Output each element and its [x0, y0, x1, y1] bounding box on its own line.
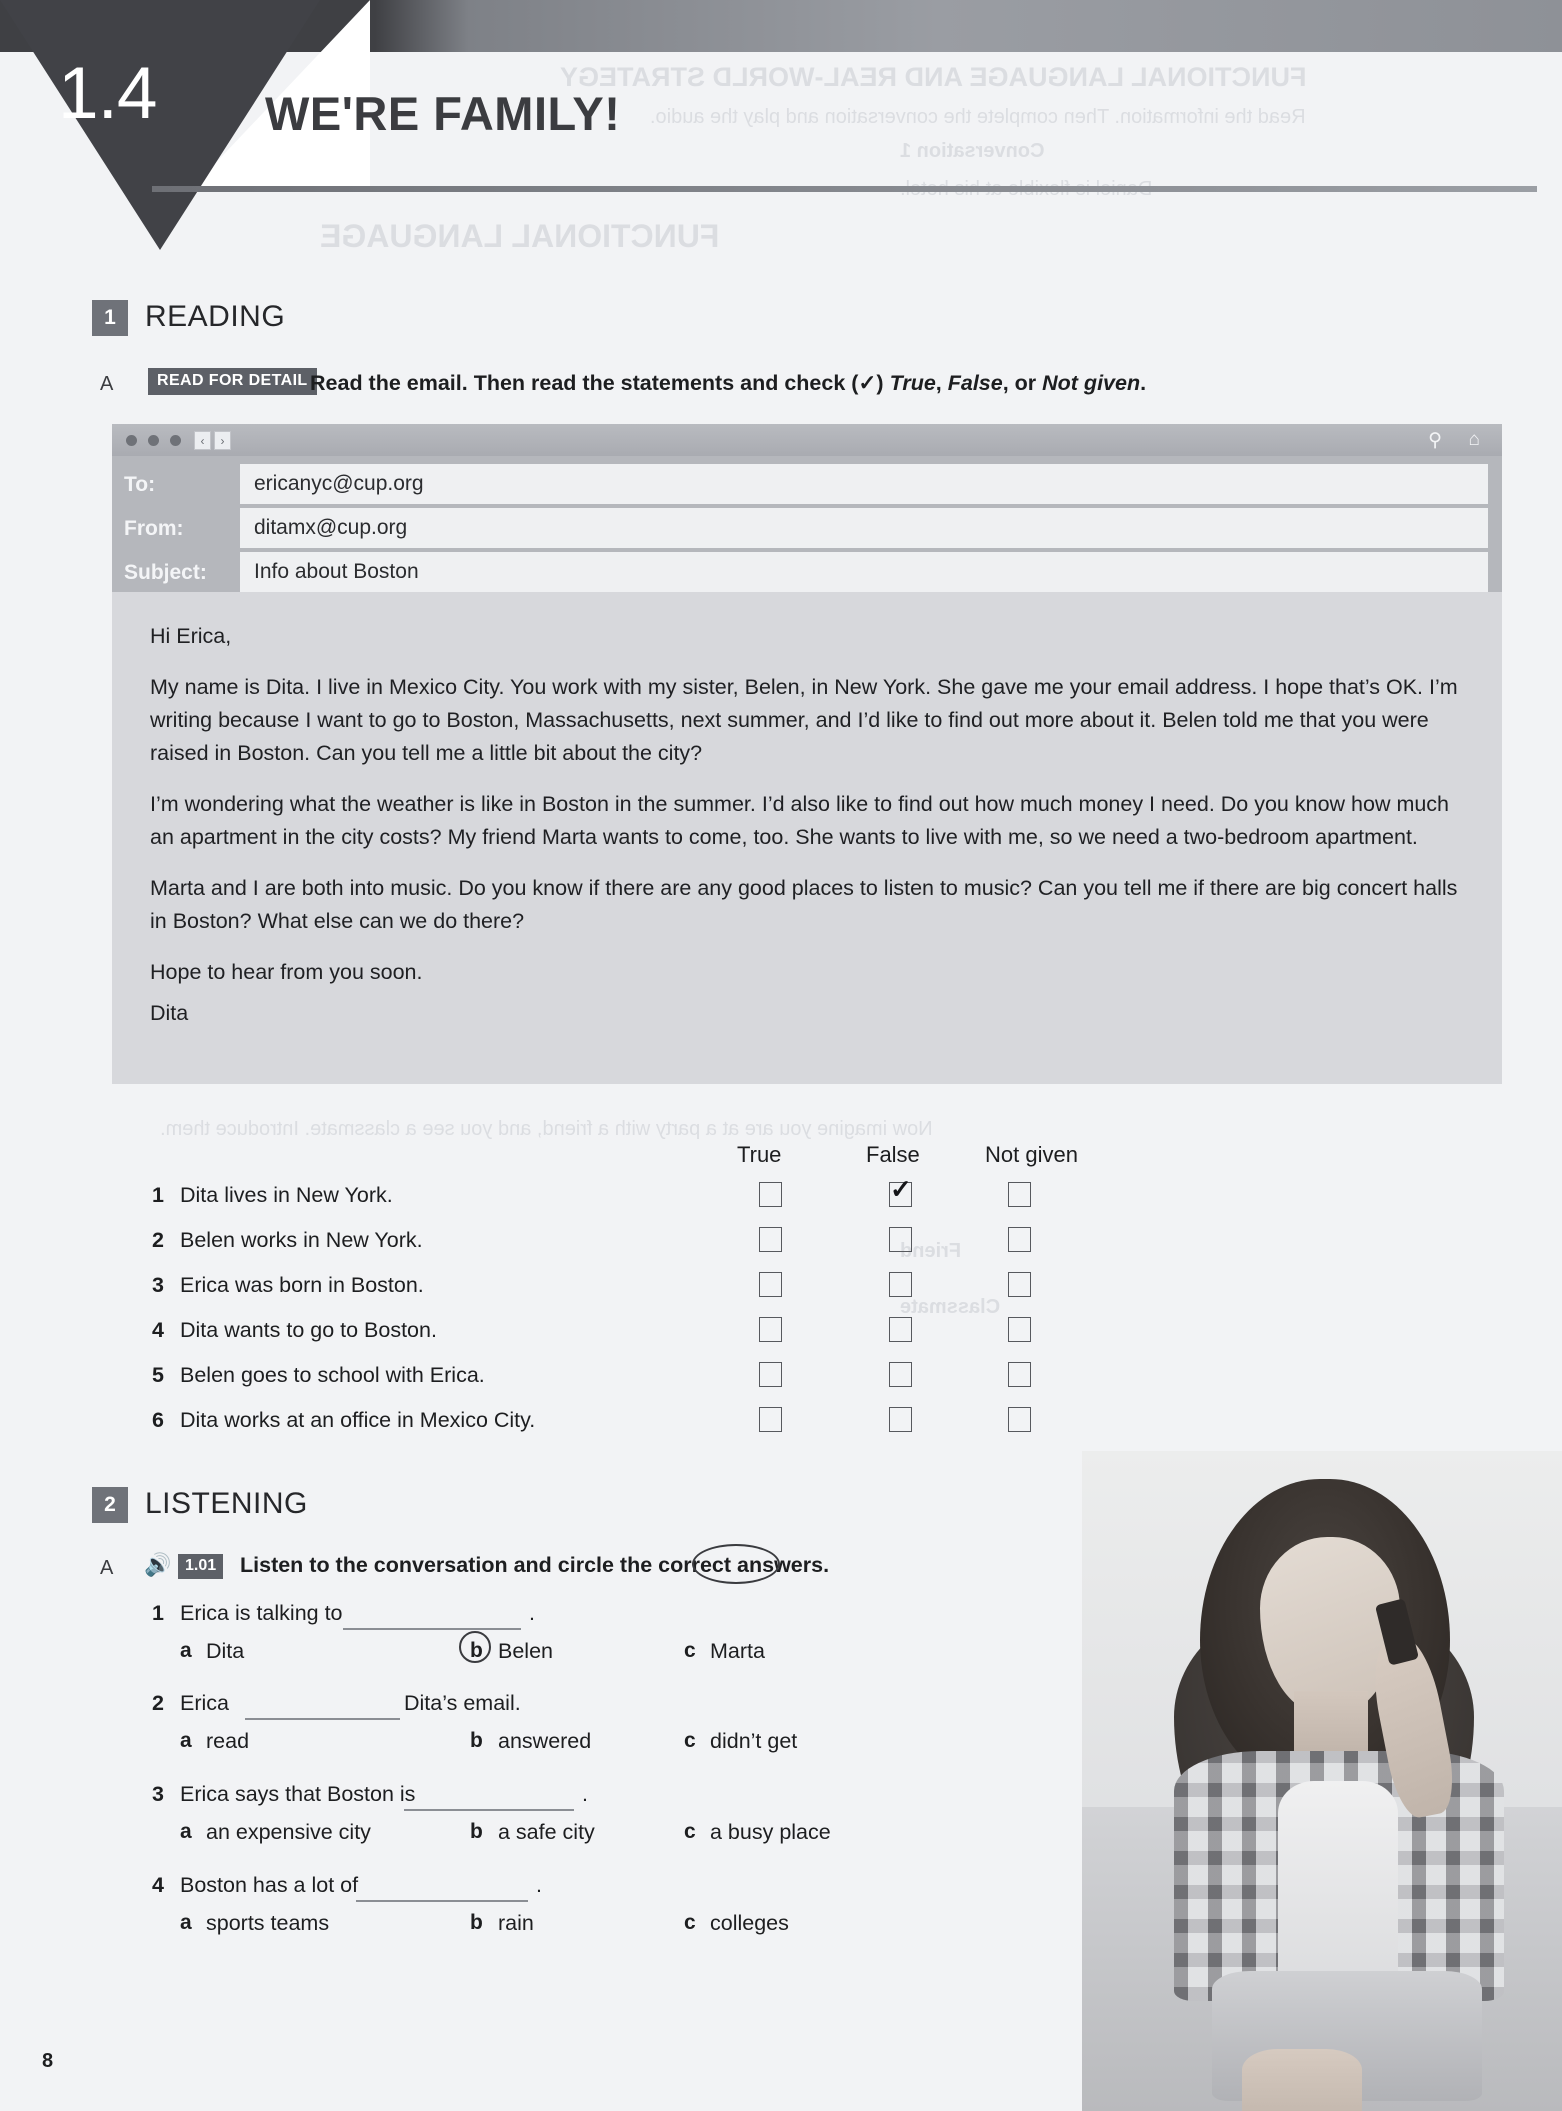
checkbox-2-false[interactable] [889, 1227, 912, 1252]
option-text-4c[interactable]: colleges [710, 1911, 789, 1935]
ghost-text-3: Conversation 1 [900, 140, 1045, 162]
question-stem-3-before: Erica says that Boston is [180, 1782, 416, 1806]
statement-text-2: Belen works in New York. [180, 1228, 423, 1252]
option-text-4b[interactable]: rain [498, 1911, 534, 1935]
section-title-listening: LISTENING [145, 1487, 308, 1520]
column-header-notgiven: Not given [985, 1142, 1078, 1167]
listening-instruction-b: the correct answers. [613, 1553, 830, 1577]
question-number-3: 3 [152, 1782, 164, 1806]
section-title-reading: READING [145, 300, 286, 333]
table-row: 6 [152, 1408, 164, 1432]
checkbox-4-false[interactable] [889, 1317, 912, 1342]
question-stem-1-after: . [529, 1601, 535, 1625]
checkbox-6-notgiven[interactable] [1008, 1407, 1031, 1432]
ghost-text-2: Read the information. Then complete the conversation and play the audio. [650, 106, 1306, 128]
option-text-3a[interactable]: an expensive city [206, 1820, 371, 1844]
ghost-text-8: Classmate [900, 1296, 1001, 1318]
reading-instruction-true: True [889, 371, 936, 395]
email-field-to-label: To: [124, 473, 156, 496]
section-badge-listening: 2 [92, 1487, 128, 1523]
statement-text-4: Dita wants to go to Boston. [180, 1318, 437, 1342]
statement-text-5: Belen goes to school with Erica. [180, 1363, 485, 1387]
answer-blank-3[interactable] [404, 1809, 574, 1811]
question-stem-1-before: Erica is talking to [180, 1601, 343, 1625]
reading-instruction-notgiven: Not given [1042, 371, 1141, 395]
checkbox-1-notgiven[interactable] [1008, 1182, 1031, 1207]
forward-icon[interactable]: › [214, 431, 231, 450]
column-header-false: False [866, 1142, 920, 1167]
home-icon[interactable]: ⌂ [1468, 429, 1480, 450]
option-text-1a[interactable]: Dita [206, 1639, 245, 1663]
email-paragraph-4: Hope to hear from you soon. [150, 960, 423, 984]
question-number-2: 2 [152, 1691, 164, 1715]
question-stem-4-before: Boston has a lot of [180, 1873, 359, 1897]
search-icon[interactable]: ⚲ [1428, 430, 1442, 451]
speaker-icon[interactable]: 🔊 [144, 1552, 172, 1577]
email-paragraph-2: I’m wondering what the weather is like in Boston in the summer. I’d also like to find out how much money I need. Do you know how much an apartment in the city costs? My friend Marta wants to come, too. She wants to live with me, so we need a two-bedroom apartment. [150, 792, 1450, 849]
option-letter-1c[interactable]: c [684, 1639, 696, 1662]
title-rule [152, 186, 1537, 192]
listening-instruction-a: Listen to the conversation and [240, 1553, 558, 1577]
page-number: 8 [42, 2050, 54, 2072]
column-header-true: True [737, 1142, 782, 1167]
option-text-4a[interactable]: sports teams [206, 1911, 330, 1935]
option-text-3b[interactable]: a safe city [498, 1820, 595, 1844]
checkbox-3-true[interactable] [759, 1272, 782, 1297]
photo-leg [1242, 2049, 1362, 2111]
checkbox-4-notgiven[interactable] [1008, 1317, 1031, 1342]
email-paragraph-3: Marta and I are both into music. Do you know if there are any good places to listen to music? Can you tell me if there are big concert halls in Boston? What else can we do there? [150, 876, 1458, 933]
option-text-3c[interactable]: a busy place [710, 1820, 831, 1844]
reading-instruction-sep1: , [935, 371, 948, 395]
ghost-text-6: Now imagine you are at a party with a friend, and you see a classmate. Introduce them. [160, 1118, 933, 1140]
question-stem-2-after: Dita’s email. [404, 1691, 521, 1715]
reading-instruction-part1: Read the email. Then read the statements and check (✓) [310, 371, 890, 395]
option-letter-3a[interactable]: a [180, 1820, 192, 1843]
checkbox-2-notgiven[interactable] [1008, 1227, 1031, 1252]
email-body [112, 592, 1502, 1084]
statement-text-3: Erica was born in Boston. [180, 1273, 424, 1297]
option-letter-4a[interactable]: a [180, 1911, 192, 1934]
checkbox-2-true[interactable] [759, 1227, 782, 1252]
email-field-from-label: From: [124, 517, 184, 540]
email-paragraph-1: My name is Dita. I live in Mexico City. You work with my sister, Belen, in New York. She gave me your email address. I hope that’s OK. I’m writing because I want to go to Boston, Massachusetts, next summer, and I’d like to find out more about it. Belen told me that you were raised in Boston. Can you tell me a little bit about the city? [150, 675, 1458, 765]
checkbox-6-false[interactable] [889, 1407, 912, 1432]
table-row: 2 [152, 1228, 164, 1252]
circle-annotation-instruction [692, 1544, 780, 1584]
window-dot-maximize[interactable] [170, 435, 181, 446]
exercise-letter-listening-a: A [100, 1557, 114, 1579]
reading-instruction-false: False [947, 371, 1003, 395]
checkbox-3-false[interactable] [889, 1272, 912, 1297]
option-text-1c[interactable]: Marta [710, 1639, 765, 1663]
checkmark-1-false: ✓ [890, 1174, 912, 1204]
checkbox-5-true[interactable] [759, 1362, 782, 1387]
option-text-1b[interactable]: Belen [498, 1639, 553, 1663]
listening-instruction-circled: circle [557, 1553, 614, 1577]
option-text-2a[interactable]: read [206, 1729, 250, 1753]
email-field-from [112, 508, 1502, 548]
question-stem-4-after: . [536, 1873, 542, 1897]
reading-instruction [310, 371, 1146, 396]
section-badge-reading: 1 [92, 300, 128, 336]
unit-number: 1.4 [58, 53, 157, 134]
option-letter-1b[interactable]: b [470, 1639, 483, 1662]
email-field-subject-label: Subject: [124, 561, 207, 584]
email-field-from-value[interactable]: ditamx@cup.org [240, 508, 1488, 548]
statement-text-6: Dita works at an office in Mexico City. [180, 1408, 536, 1432]
option-letter-3b[interactable]: b [470, 1820, 483, 1843]
question-number-4: 4 [152, 1873, 164, 1897]
option-text-2b[interactable]: answered [498, 1729, 592, 1753]
email-field-subject-value[interactable]: Info about Boston [240, 552, 1488, 592]
option-text-2c[interactable]: didn’t get [710, 1729, 798, 1753]
answer-blank-1[interactable] [343, 1628, 521, 1630]
back-icon[interactable]: ‹ [194, 431, 211, 450]
option-letter-2b[interactable]: b [470, 1729, 483, 1752]
window-dot-close[interactable] [126, 435, 137, 446]
email-field-to [112, 464, 1502, 504]
checkbox-1-true[interactable] [759, 1182, 782, 1207]
circle-annotation-1b [459, 1631, 491, 1663]
email-header-fields [112, 456, 1502, 592]
option-letter-2a[interactable]: a [180, 1729, 192, 1752]
email-signature: Dita [150, 1001, 189, 1025]
answer-blank-2[interactable] [245, 1718, 400, 1720]
table-row: 1 [152, 1183, 164, 1207]
ghost-text-7: Friend [900, 1240, 962, 1262]
ghost-text-5: FUNCTIONAL LANGUAGE [320, 218, 720, 254]
option-letter-4c[interactable]: c [684, 1911, 696, 1934]
checkbox-3-notgiven[interactable] [1008, 1272, 1031, 1297]
table-row: 4 [152, 1318, 164, 1342]
checkbox-5-false[interactable] [889, 1362, 912, 1387]
statement-text-1: Dita lives in New York. [180, 1183, 393, 1207]
window-dot-minimize[interactable] [148, 435, 159, 446]
email-window [112, 424, 1502, 1084]
option-letter-4b[interactable]: b [470, 1911, 483, 1934]
checkbox-4-true[interactable] [759, 1317, 782, 1342]
table-row: 5 [152, 1363, 164, 1387]
email-field-to-value[interactable]: ericanyc@cup.org [240, 464, 1488, 504]
answer-blank-4[interactable] [356, 1900, 528, 1902]
email-greeting: Hi Erica, [150, 624, 232, 648]
exercise-letter-reading-a: A [100, 373, 114, 395]
option-letter-2c[interactable]: c [684, 1729, 696, 1752]
ghost-text-1: FUNCTIONAL LANGUAGE AND REAL-WORLD STRATEGY [560, 62, 1307, 92]
browser-chrome [112, 424, 1502, 456]
strategy-tag: READ FOR DETAIL [148, 368, 317, 395]
reading-instruction-end: . [1140, 371, 1147, 395]
email-field-subject [112, 552, 1502, 592]
question-number-1: 1 [152, 1601, 164, 1625]
option-letter-3c[interactable]: c [684, 1820, 696, 1843]
option-letter-1a[interactable]: a [180, 1639, 192, 1662]
question-stem-3-after: . [582, 1782, 588, 1806]
table-row: 3 [152, 1273, 164, 1297]
checkbox-6-true[interactable] [759, 1407, 782, 1432]
checkbox-5-notgiven[interactable] [1008, 1362, 1031, 1387]
photo-woman-on-phone [1082, 1451, 1562, 2111]
question-stem-2-before: Erica [180, 1691, 229, 1715]
audio-track-tag[interactable]: 1.01 [178, 1554, 223, 1579]
page-title: WE'RE FAMILY! [265, 87, 621, 140]
reading-instruction-sep2: , or [1002, 371, 1043, 395]
